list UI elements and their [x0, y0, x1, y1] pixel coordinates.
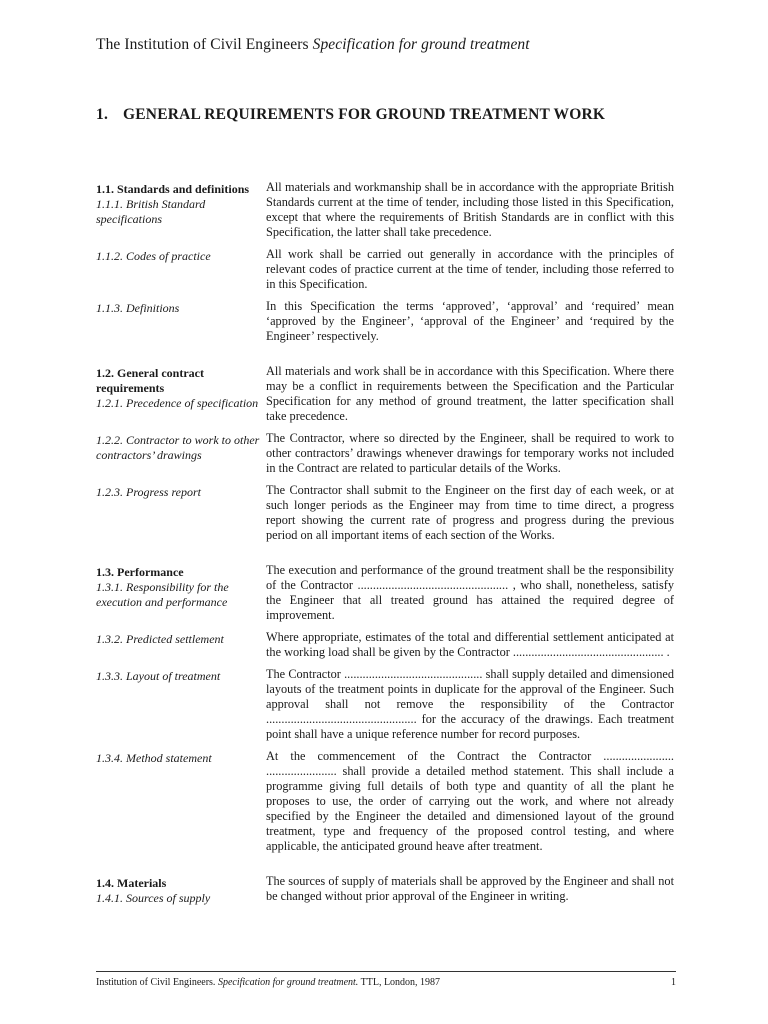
clause-row: [96, 667, 676, 742]
clause-text: The Contractor shall submit to the Engineer on the first day of each week, or at such longer periods as the Engineer may from time to time direct, a progress report showing the current rate of progress and progress during the previous period on all important items of each section of the Works.: [266, 483, 674, 542]
clause-row: [96, 874, 676, 906]
clause-text: All materials and work shall be in accordance with this Specification. Where there may be a conflict in requirements between the Specification and the Particular Specification for any method of ground treatment, the latter specification shall take precedence.: [266, 364, 674, 423]
clause-label: 1.4.1. Sources of supply: [96, 891, 211, 905]
clause-label: 1.2.1. Precedence of specification: [96, 396, 259, 410]
footer-publisher: TTL, London, 1987: [360, 977, 441, 988]
clause-row: [96, 247, 676, 292]
clause-label: 1.1.3. Definitions: [96, 301, 180, 315]
clause-text: The Contractor ............................................. shall supply detailed and dimensioned layouts of the treatment points in duplicate for the approval of the Engineer. Such approval shall not remove the responsibility of the Contractor ................................................. for the accuracy of the drawings. Each treatment point shall have a unique reference number for record purposes.: [266, 667, 674, 741]
footer-org: Institution of Civil Engineers.: [96, 977, 216, 988]
section-heading: 1.1. Standards and definitions: [96, 182, 250, 196]
clause-text: The sources of supply of materials shall be approved by the Engineer and shall not be changed without prior approval of the Engineer in writing.: [266, 874, 674, 903]
clause-text: The execution and performance of the ground treatment shall be the responsibility of the Contractor ................................................. , who shall, nonetheless, satisfy the Engineer that all treated ground has attained the required degree of improvement.: [266, 563, 674, 622]
chapter-heading: GENERAL REQUIREMENTS FOR GROUND TREATMENT WORK: [123, 106, 606, 123]
footer-title: Specification for ground treatment.: [217, 977, 359, 988]
page-number: 1: [671, 977, 676, 988]
footer: [96, 977, 676, 988]
section-heading: 1.3. Performance: [96, 565, 184, 579]
clause-label: 1.2.2. Contractor to work to other contractors’ drawings: [96, 433, 260, 462]
clause-label: 1.1.1. British Standard specifications: [96, 197, 206, 226]
clause-row: [96, 563, 676, 623]
clause-row: [96, 431, 676, 476]
footer-rule: [96, 971, 676, 972]
section-heading: 1.2. General contract requirements: [96, 366, 204, 395]
clause-text: All materials and workmanship shall be in accordance with the appropriate British Standards current at the time of tender, including those listed in this Specification, except that where the requirements of British Standards are in conflict with this Specification, the latter shall take precedence.: [266, 180, 674, 239]
running-head-title: Specification for ground treatment: [312, 36, 530, 53]
clause-label: 1.3.4. Method statement: [96, 751, 212, 765]
clause-row: [96, 630, 676, 660]
footer-citation: [96, 977, 440, 988]
clause-row: [96, 364, 676, 424]
clause-label: 1.1.2. Codes of practice: [96, 249, 211, 263]
clause-row: [96, 299, 676, 344]
clauses-body: [96, 180, 676, 906]
clause-text: At the commencement of the Contract the Contractor ....................... ....................... shall provide a detailed method statement. This shall include a programme giving full details of both type and quantity of all the plant he proposes to use, the order of carrying out the work, and where not already specified by the Engineer the detailed and dimensioned layout of the ground treatment, type and frequency of the proposed control testing, and where applicable, the anticipated ground heave after treatment.: [266, 749, 674, 853]
clause-row: [96, 749, 676, 854]
clause-label: 1.2.3. Progress report: [96, 485, 201, 499]
clause-text: Where appropriate, estimates of the total and differential settlement anticipated at the working load shall be given by the Contractor ................................................. .: [266, 630, 674, 659]
running-head: [96, 36, 530, 54]
running-head-org: The Institution of Civil Engineers: [96, 36, 309, 53]
clause-text: All work shall be carried out generally in accordance with the principles of relevant codes of practice current at the time of tender, including those referred to in this Specification.: [266, 247, 674, 291]
chapter-title: [96, 106, 605, 124]
clause-label: 1.3.1. Responsibility for the execution and performance: [96, 580, 229, 609]
clause-text: In this Specification the terms ‘approved’, ‘approval’ and ‘required’ mean ‘approved by the Engineer’, ‘approval of the Engineer’ and ‘required by the Engineer’ respectively.: [266, 299, 674, 343]
chapter-number: 1.: [96, 106, 109, 123]
clause-row: [96, 180, 676, 240]
clause-label: 1.3.2. Predicted settlement: [96, 632, 224, 646]
section-heading: 1.4. Materials: [96, 876, 167, 890]
clause-label: 1.3.3. Layout of treatment: [96, 669, 221, 683]
clause-text: The Contractor, where so directed by the Engineer, shall be required to work to other contractors’ drawings whenever drawings for temporary works not included in the Contract are related to particular details of the Works.: [266, 431, 674, 475]
clause-row: [96, 483, 676, 543]
